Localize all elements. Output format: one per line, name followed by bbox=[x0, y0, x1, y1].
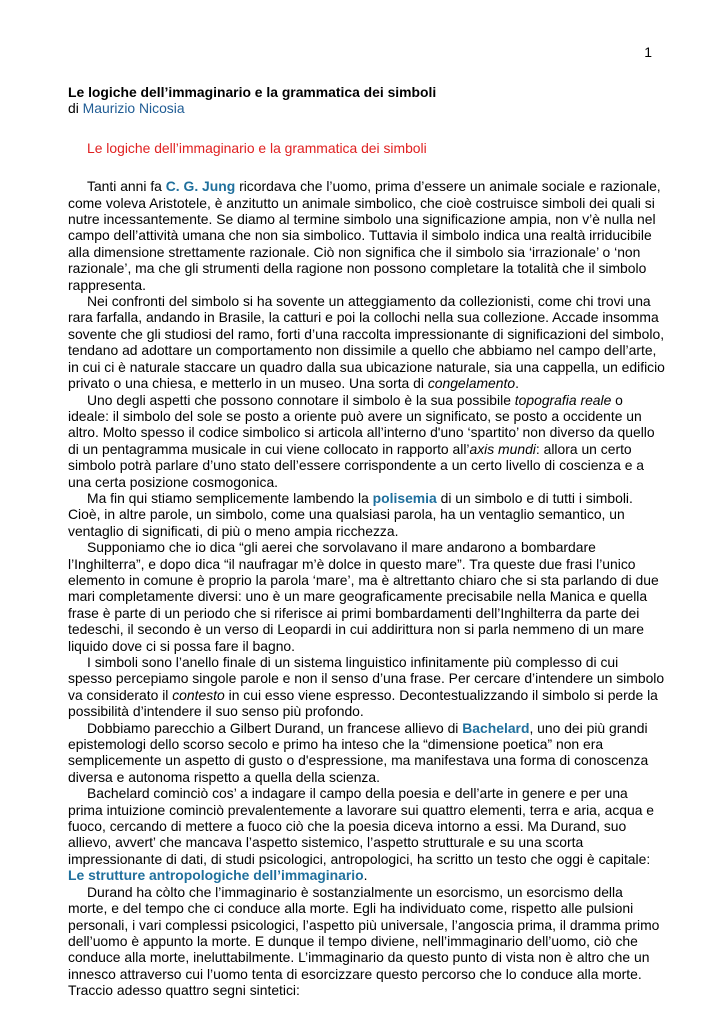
text-run: . bbox=[363, 867, 368, 884]
paragraphs bbox=[68, 178, 666, 998]
text-run: o ideale: il simbolo del sole se posto a oriente può avere un significato, se posto a occidente un altro. Molto spesso il codice simbolico si articola all’interno d'uno ‘spartito’ non diverso da quello di un pentagramma musicale in cui viene collocato in rapporto all’ bbox=[68, 391, 655, 457]
text-run: , uno dei più grandi epistemologi dello scorso secolo e primo ha inteso che la “dimensione poetica” non era semplicemente un aspetto di gusto o d'espressione, ma manifestava una forma di conoscenza diversa e autonoma rispetto a quella della scienza. bbox=[68, 719, 649, 785]
text-run: Bachelard cominciò cos’ a indagare il campo della poesia e dell’arte in genere e per una prima intuizione cominciò prevalentemente a lavorare sui quattro elementi, terra e aria, acqua e fuoco, cercando di mettere a fuoco ciò che la poesia diceva intorno a essi. Ma Durand, suo allievo, avvert’ che mancava l’aspetto sistemico, l’aspetto strutturale e su una scorta impressionante di dati, di studi psicologici, antropologici, ha scritto un testo che oggi è capitale: bbox=[68, 785, 655, 867]
text-run: Supponiamo che io dica “gli aerei che sorvolavano il mare andarono a bombardare l’Inghilterra”, e dopo dica “il naufragar m’è dolce in questo mare”. Tra queste due frasi l’unico elemento in comune è proprio la parola ‘mare’, ma è altrettanto chiaro che si sta parlando di due mari completamente diversi: uno è un mare geograficamente precisabile nella Manica e quella frase è parte di un periodo che si riferisce ai primi bombardamenti dell’Inghilterra da parte dei tedeschi, il secondo è un verso di Leopardi in cui addirittura non si parla nemmeno di un mare liquido dove ci si possa fare il bagno. bbox=[68, 539, 659, 654]
text-run: Tanti anni fa bbox=[87, 178, 166, 195]
paragraph bbox=[68, 392, 666, 490]
paragraph bbox=[68, 490, 666, 539]
text-run: Nei confronti del simbolo si ha sovente un atteggiamento da collezionisti, come chi trovi una rara farfalla, andando in Brasile, la catturi e poi la collochi nella sua collezione. Accade insomma sovente che gli studiosi del ramo, forti d’una raccolta impressionante di significazioni del simbolo, tendano ad adottare un comportamento non dissimile a quello che abbiamo nel campo dell’arte, in cui ci è naturale staccare un quadro dalla sua ubicazione naturale, sia una cappella, un edificio privato o una chiesa, e metterlo in un museo. Una sorta di bbox=[68, 293, 665, 392]
text-run: Ma fin qui stiamo semplicemente lambendo la bbox=[87, 489, 373, 506]
text-run: di un simbolo e di tutti i simboli. Cioè, in altre parole, un simbolo, come una qualsiasi parola, ha un ventaglio semantico, un ventaglio di significati, di più o meno ampia ricchezza. bbox=[68, 489, 633, 539]
italic-text: topografia reale bbox=[514, 391, 612, 408]
text-run: I simboli sono l’anello finale di un sistema linguistico infinitamente più complesso di cui spesso percepiamo singole parole e non il senso d’una frase. Per cercare d’intendere un simbolo va considerato il bbox=[68, 654, 665, 703]
text-run: in cui esso viene espresso. Decontestualizzando il simbolo si perde la possibilità d’intendere il suo senso più profondo. bbox=[68, 686, 658, 720]
document-body bbox=[68, 84, 666, 999]
section-title: Le logiche dell’immaginario e la grammatica dei simboli bbox=[87, 139, 427, 156]
text-run: Dobbiamo parecchio a Gilbert Durand, un francese allievo di bbox=[87, 719, 463, 736]
paragraph bbox=[68, 539, 666, 654]
text-run: . bbox=[515, 375, 519, 392]
keyword-link[interactable]: C. G. Jung bbox=[165, 178, 236, 195]
page-number: 1 bbox=[644, 44, 652, 60]
text-run: Uno degli aspetti che possono connotare il simbolo è la sua possibile bbox=[87, 391, 515, 408]
italic-text: axis mundi bbox=[469, 440, 536, 457]
italic-text: congelamento bbox=[427, 375, 516, 392]
paragraph bbox=[68, 654, 666, 720]
paragraph bbox=[68, 293, 666, 391]
italic-text: contesto bbox=[172, 686, 225, 703]
text-run: Durand ha còlto che l’immaginario è sostanzialmente un esorcismo, un esorcismo della morte, e del tempo che ci conduce alla morte. Egli ha individuato come, rispetto alle pulsioni personali, i vari complessi psicologici, l’aspetto più universale, l’angoscia prima, il dramma primo dell’uomo è appunto la morte. E dunque il tempo diviene, nell’immaginario dell’uomo, ciò che conduce alla morte, ineluttabilmente. L’immaginario da questo punto di vista non è altro che un innesco attraverso cui l’uomo tenta di esorcizzare questo percorso che lo conduce alla morte. Traccio adesso quattro segni sintetici: bbox=[68, 883, 660, 999]
paragraph bbox=[68, 178, 666, 293]
text-run: ricordava che l’uomo, prima d’essere un animale sociale e razionale, come voleva Aristotele, è anzitutto un animale simbolico, che cioè costruisce simboli dei quali si nutre incessantemente. Se diamo al termine simbolo una significazione ampia, non v’è nulla nel campo dell’attività umana che non sia simbolico. Tuttavia il simbolo indica una realtà irriducibile alla dimensione strettamente razionale. Ciò non significa che il simbolo sia ‘irrazionale’ o ‘non razionale’, ma che gli strumenti della ragione non possono completare la totalità che il simbolo rappresenta. bbox=[68, 178, 661, 293]
paragraph bbox=[68, 785, 666, 883]
keyword-link[interactable]: Bachelard bbox=[462, 719, 530, 736]
keyword-link[interactable]: polisemia bbox=[372, 489, 437, 506]
paragraph bbox=[68, 884, 666, 999]
keyword-link[interactable]: Le strutture antropologiche dell’immaginario bbox=[68, 867, 364, 884]
byline-prefix: di bbox=[68, 100, 83, 117]
document-title: Le logiche dell’immaginario e la grammatica dei simboli bbox=[68, 84, 437, 100]
text-run: : allora un certo simbolo potrà parlare d’uno stato dell’essere corrispondente a un certo livello di coscienza e a una certa posizione cosmogonica. bbox=[68, 440, 645, 490]
author-link[interactable]: Maurizio Nicosia bbox=[82, 100, 185, 117]
byline bbox=[68, 100, 666, 116]
paragraph bbox=[68, 720, 666, 786]
